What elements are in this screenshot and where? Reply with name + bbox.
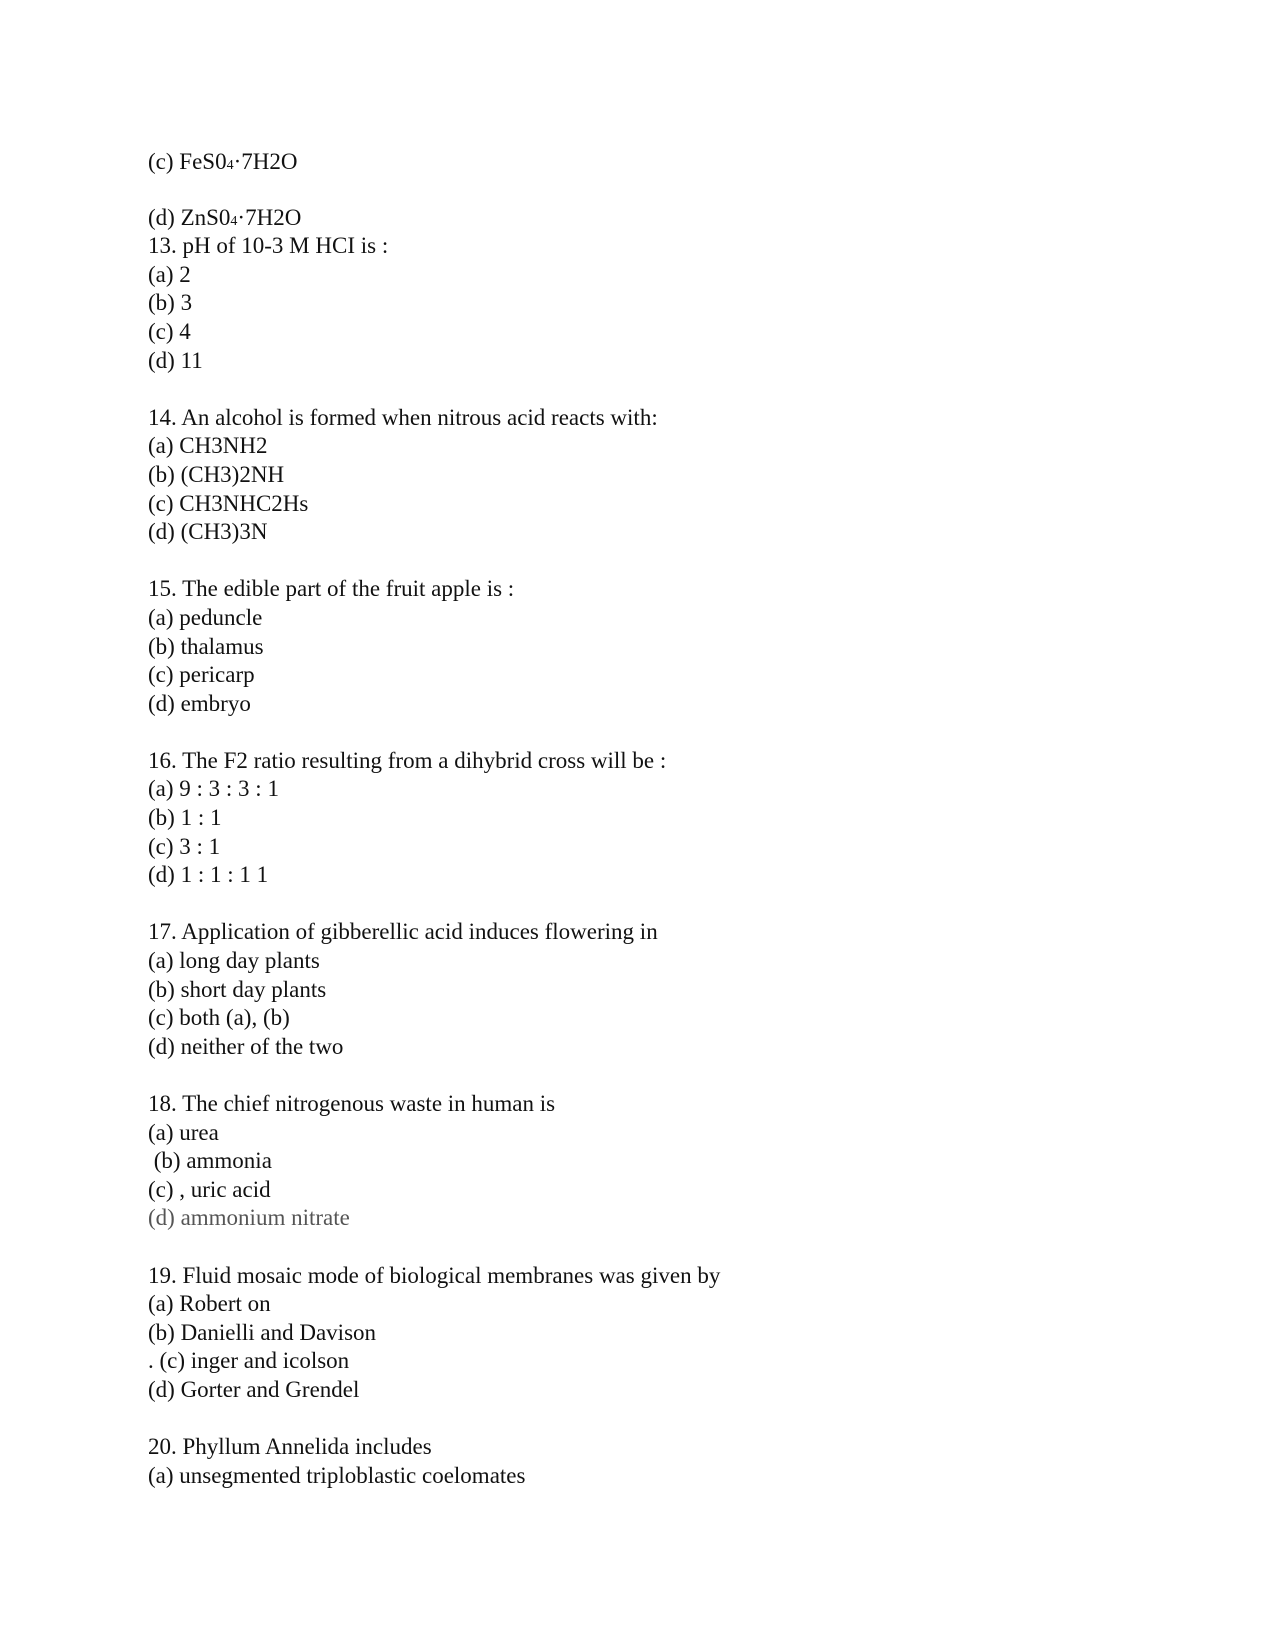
option-line: (a) unsegmented triploblastic coelomates	[148, 1462, 526, 1488]
option-line: (c) 3 : 1	[148, 833, 221, 859]
option-line: (d) Gorter and Grendel	[148, 1376, 360, 1402]
option-line: (a) CH3NH2	[148, 433, 268, 459]
question-14: 14. An alcohol is formed when nitrous acid reacts with:	[148, 404, 658, 430]
question-18: 18. The chief nitrogenous waste in human is	[148, 1091, 556, 1116]
option-line: (c) pericarp	[148, 662, 255, 688]
question-17: 17. Application of gibberellic acid induces flowering in	[148, 919, 658, 945]
option-line: (c) both (a), (b)	[148, 1005, 290, 1031]
option-text: ·7H2O	[237, 204, 302, 230]
option-line: (b) 1 : 1	[148, 805, 222, 831]
document-page	[148, 148, 1148, 1490]
option-line: (d) 11	[148, 347, 203, 373]
option-line: (c) CH3NHC2Hs	[148, 490, 309, 516]
option-line	[148, 204, 1148, 233]
option-line: (a) Robert on	[148, 1291, 271, 1317]
option-line: (a) 9 : 3 : 3 : 1	[148, 776, 279, 802]
subscript: 4	[230, 213, 238, 229]
option-line: (a) urea	[148, 1119, 219, 1145]
option-line: (d) ammonium nitrate	[148, 1205, 350, 1231]
option-line: (d) embryo	[148, 690, 251, 716]
option-line: (a) peduncle	[148, 604, 263, 630]
option-text: (c) FeS0	[148, 149, 227, 174]
option-text: (d) ZnS0	[148, 204, 231, 230]
option-text: ·7H2O	[233, 149, 298, 174]
subscript: 4	[226, 158, 234, 173]
option-line: (b) (CH3)2NH	[148, 461, 285, 487]
option-line: (b) 3	[148, 290, 193, 316]
option-line: (c) 4	[148, 318, 191, 344]
option-line: (b) thalamus	[148, 633, 264, 659]
question-13: 13. pH of 10-3 M HCI is :	[148, 233, 389, 259]
question-16: 16. The F2 ratio resulting from a dihybrid cross will be :	[148, 747, 667, 773]
option-line: (d) 1 : 1 : 1 1	[148, 862, 269, 888]
option-line: (d) (CH3)3N	[148, 519, 268, 545]
option-line: (c) , uric acid	[148, 1176, 271, 1202]
option-line: . (c) inger and icolson	[148, 1348, 350, 1374]
option-line: (a) 2	[148, 261, 191, 287]
option-line: (b) Danielli and Davison	[148, 1319, 377, 1345]
question-15: 15. The edible part of the fruit apple is :	[148, 576, 515, 602]
option-line	[148, 148, 1148, 177]
question-19: 19. Fluid mosaic mode of biological membranes was given by	[148, 1262, 721, 1288]
option-line: (a) long day plants	[148, 948, 320, 974]
option-line: (b) short day plants	[148, 976, 327, 1002]
option-line: (b) ammonia	[148, 1148, 272, 1174]
question-20: 20. Phyllum Annelida includes	[148, 1434, 432, 1460]
option-line: (d) neither of the two	[148, 1033, 344, 1059]
